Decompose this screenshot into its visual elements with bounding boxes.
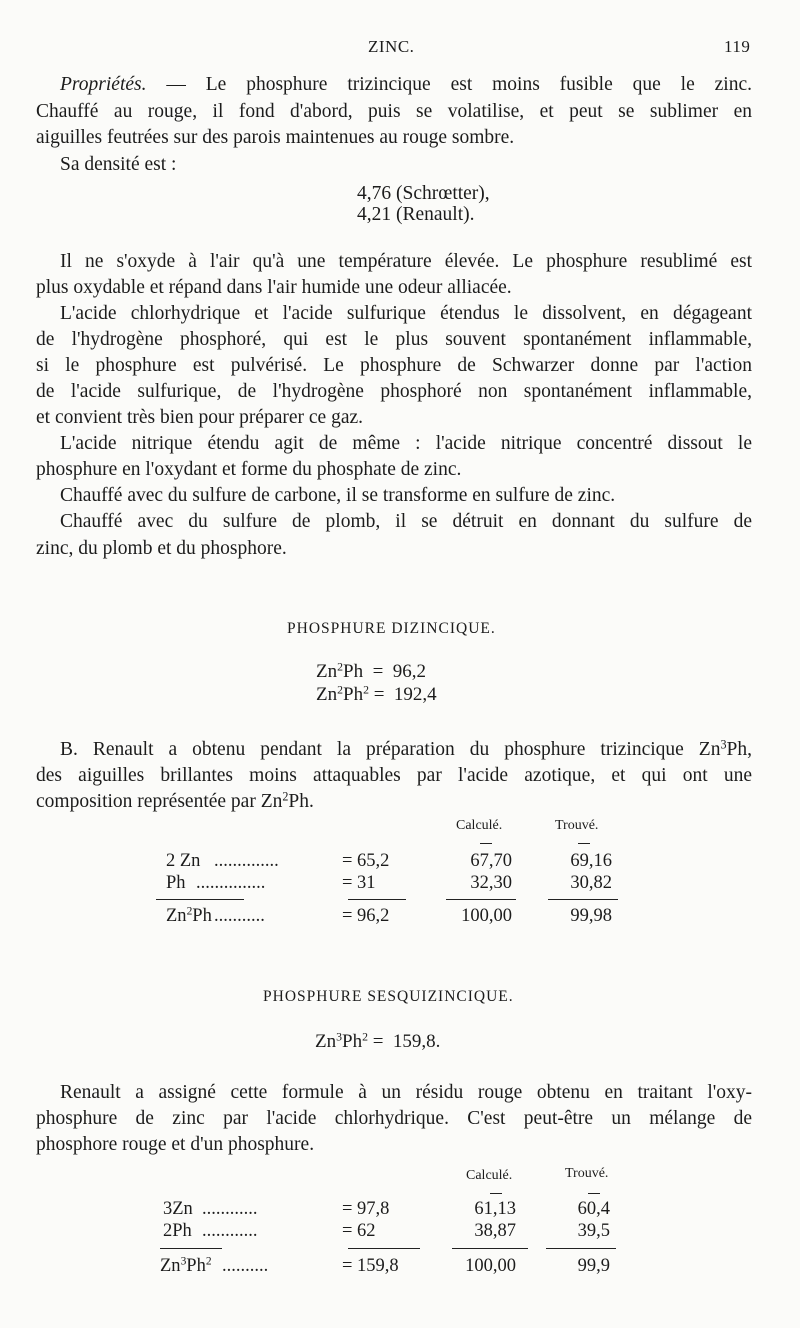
table-total-eq: = 96,2 [342, 906, 390, 926]
text-line: des aiguilles brillantes moins attaquables par l'acide azotique, et qui ont une [36, 765, 752, 786]
text-line: B. Renault a obtenu pendant la préparation du phosphure trizincique Zn$^3$Ph, [60, 737, 752, 760]
table-row-label: 2 Zn [166, 851, 201, 871]
table-cell-calc: 67,70 [470, 851, 512, 871]
table-row-dots: .......... [222, 1256, 269, 1276]
text-line: Chauffé avec du sulfure de plomb, il se détruit en donnant du sulfure de [60, 511, 752, 532]
text-line: Renault a assigné cette formule à un résidu rouge obtenu en traitant l'oxy- [60, 1082, 752, 1103]
table-row-dots: ............ [202, 1199, 258, 1219]
properties-label: Propriétés. [60, 74, 147, 95]
text-line: Il ne s'oxyde à l'air qu'à une température élevée. Le phosphure resublimé est [60, 251, 752, 272]
formula-zn3ph2: $Zn^3Ph^2 = 159,8$. [315, 1030, 441, 1052]
column-dash [480, 843, 492, 844]
text-line [60, 73, 752, 97]
table-total-calc: 100,00 [461, 906, 512, 926]
table-cell-calc: 61,13 [474, 1199, 516, 1219]
table-rule [446, 899, 516, 900]
text-line: de l'hydrogène phosphoré, qui est le plus souvent spontanément inflammable, [36, 329, 752, 350]
text-line: Sa densité est : [60, 154, 177, 175]
table-rule [546, 1248, 616, 1249]
formula-zn2ph2: $Zn^2Ph^2 = 192,4$ [316, 683, 437, 705]
table-row-eq: = 62 [342, 1221, 376, 1241]
table-rule [156, 899, 244, 900]
table-total-found: 99,98 [570, 906, 612, 926]
table-row-label: Ph [166, 873, 186, 893]
table-cell-found: 60,4 [577, 1199, 610, 1219]
table-total-found: 99,9 [577, 1256, 610, 1276]
text-line: L'acide chlorhydrique et l'acide sulfurique étendus le dissolvent, en dégageant [60, 303, 752, 324]
text-line: plus oxydable et répand dans l'air humide une odeur alliacée. [36, 277, 512, 298]
table-rule [348, 1248, 420, 1249]
properties-paragraph: Propriétés. — Le phosphure trizincique est moins fusible que le zinc. [60, 74, 752, 95]
text-line: Chauffé au rouge, il fond d'abord, puis se volatilise, et peut se sublimer en [36, 101, 752, 122]
table-row-eq: = 65,2 [342, 851, 390, 871]
text-line: composition représentée par Zn$^2$Ph. [36, 789, 314, 812]
text-line: phosphure en l'oxydant et forme du phosphate de zinc. [36, 459, 462, 480]
table-row-dots: ............... [196, 873, 266, 893]
table-row-dots: .............. [214, 851, 279, 871]
text-line: si le phosphure est pulvérisé. Le phosphure de Schwarzer donne par l'action [36, 355, 752, 376]
table-total-label: Zn$^2$Ph [166, 905, 212, 926]
table-total-eq: = 159,8 [342, 1256, 399, 1276]
column-dash [578, 843, 590, 844]
table-row-dots: ........... [214, 906, 265, 926]
table-row-eq: = 97,8 [342, 1199, 390, 1219]
table-row-label: 2Ph [163, 1221, 192, 1241]
table-total-label: Zn$^3$Ph$^2$ [160, 1255, 212, 1276]
table-cell-found: 30,82 [570, 873, 612, 893]
table-row-eq: = 31 [342, 873, 376, 893]
text-line: de l'acide sulfurique, de l'hydrogène phosphoré non spontanément inflammable, [36, 381, 752, 402]
table-row-label: 3Zn [163, 1199, 193, 1219]
section-heading-sesquizincique: PHOSPHURE SESQUIZINCIQUE. [263, 988, 514, 1005]
table-cell-calc: 32,30 [470, 873, 512, 893]
text-line: Chauffé avec du sulfure de carbone, il se transforme en sulfure de zinc. [60, 485, 616, 506]
table-cell-found: 69,16 [570, 851, 612, 871]
table-rule [160, 1248, 222, 1249]
table-rule [452, 1248, 528, 1249]
table-row-dots: ............ [202, 1221, 258, 1241]
text-line: phosphore rouge et d'un phosphure. [36, 1134, 315, 1155]
text-line: et convient très bien pour préparer ce gaz. [36, 407, 364, 428]
table-cell-found: 39,5 [577, 1221, 610, 1241]
column-header-trouve: Trouvé. [555, 818, 599, 833]
running-header-title: ZINC. [368, 37, 415, 56]
table-total-calc: 100,00 [465, 1256, 516, 1276]
column-header-trouve: Trouvé. [565, 1166, 609, 1181]
table-cell-calc: 38,87 [474, 1221, 516, 1241]
text-line: zinc, du plomb et du phosphore. [36, 538, 287, 559]
density-value-2: 4,21 (Renault). [357, 204, 475, 225]
table-rule [548, 899, 618, 900]
page-number: 119 [724, 37, 751, 56]
section-heading-dizincique: PHOSPHURE DIZINCIQUE. [287, 620, 496, 637]
text-line: aiguilles feutrées sur des parois maintenues au rouge sombre. [36, 127, 515, 148]
column-header-calcule: Calculé. [466, 1168, 513, 1183]
density-value-1: 4,76 (Schrœtter), [357, 183, 490, 204]
formula-zn2ph: Zn$^2$Ph = 96,2 [316, 660, 427, 682]
table-rule [348, 899, 406, 900]
column-dash [588, 1193, 600, 1194]
text-line: L'acide nitrique étendu agit de même : l'acide nitrique concentré dissout le [60, 433, 752, 454]
column-header-calcule: Calculé. [456, 818, 503, 833]
text-line: phosphure de zinc par l'acide chlorhydrique. C'est peut-être un mélange de [36, 1108, 752, 1129]
column-dash [490, 1193, 502, 1194]
